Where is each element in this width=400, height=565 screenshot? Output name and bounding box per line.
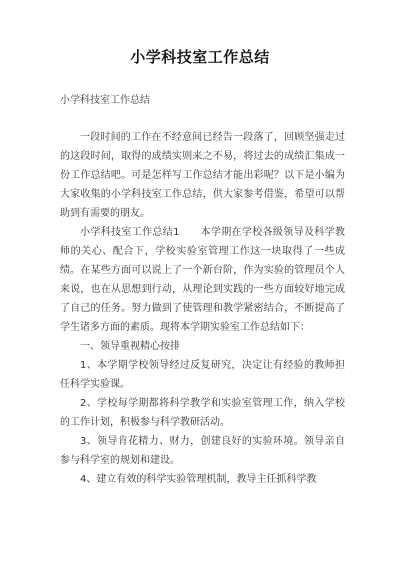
document-subtitle: 小学科技室工作总结 <box>60 95 150 106</box>
list-item-4: 4、建立有效的科学实验管理机制，教导主任抓科学教 <box>80 474 317 485</box>
list-item-3: 3、领导肯花精力、财力，创建良好的实验环境。领导亲自参与科学室的规划和建设。 <box>60 436 345 466</box>
section-heading-1: 一、领导重视精心按排 <box>80 341 180 352</box>
document-title: 小学科技室工作总结 <box>130 48 270 66</box>
list-item-1: 1、本学期学校领导经过反复研究，决定让有经验的教师担任科学实验课。 <box>60 360 345 390</box>
paragraph-summary-1: 小学科技室工作总结1 本学期在学校各级领导及科学教师的关心、配合下，学校实验室管理工作这一块取得了一些成绩。在某些方面可以说上了一个新台阶，作为实验的管理员个人来说，也在从思想到行动，从理论到实践的一些方面较好地完成了自己的任务。努力做到了使管理和教学紧密结合，不断提高了学生诸多方面的素质。现将本学期实验室工作总结如下： <box>60 227 345 333</box>
paragraph-intro: 一段时间的工作在不经意间已经告一段落了，回顾坚强走过的这段时间，取得的成绩实则来之不易，将过去的成绩汇集成一份工作总结吧。可是怎样写工作总结才能出彩呢？以下是小编为大家收集的小学科技室工作总结，供大家参考借鉴，希望可以帮助到有需要的朋友。 <box>60 132 345 219</box>
document-body <box>60 128 345 489</box>
list-item-2: 2、学校每学期都将科学教学和实验室管理工作，纳入学校的工作计划，积极参与科学教研活动。 <box>60 398 345 428</box>
